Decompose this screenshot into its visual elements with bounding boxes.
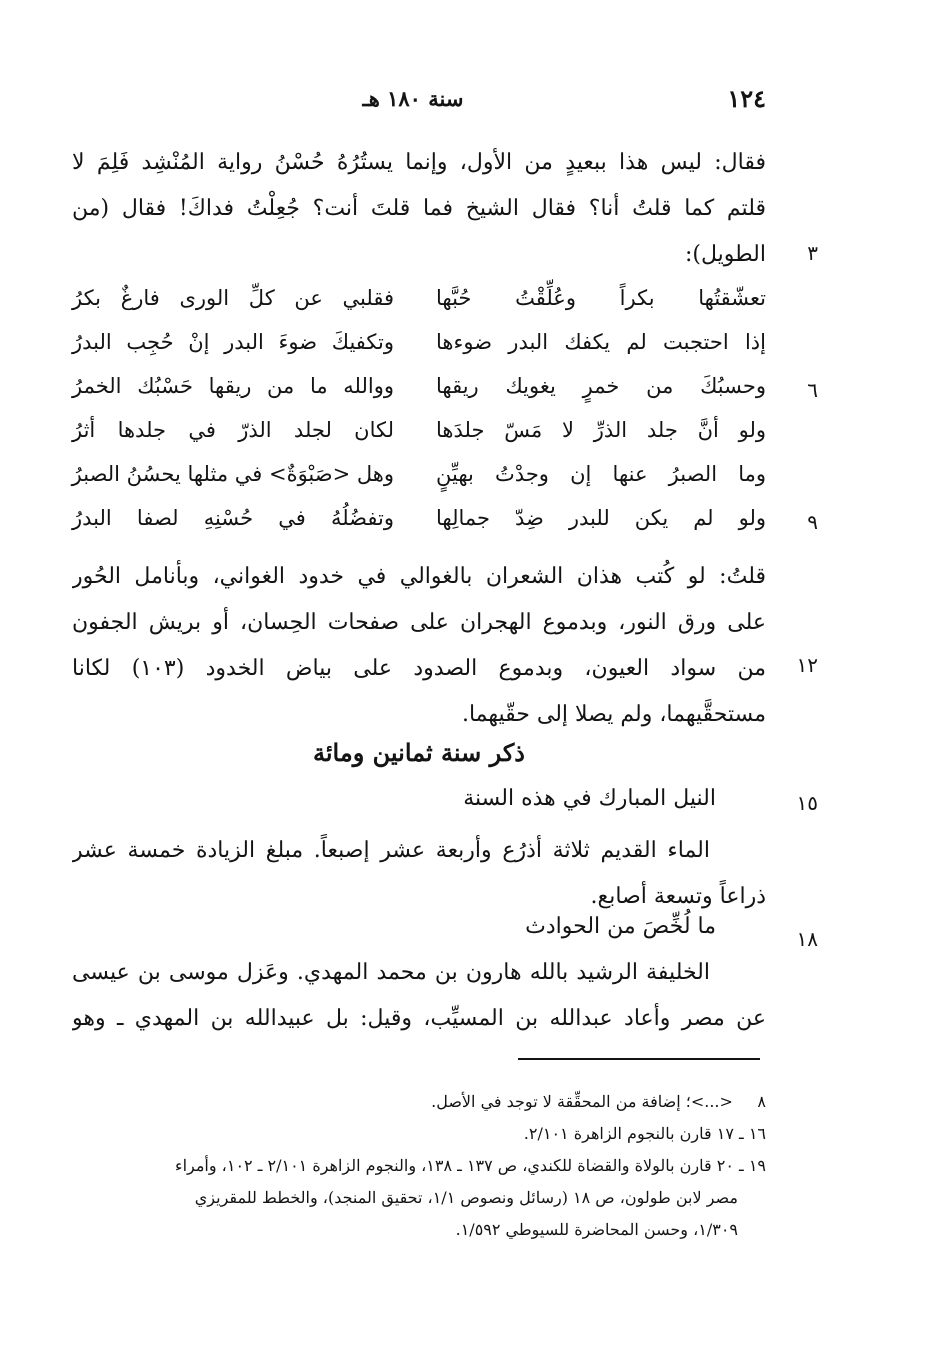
verse (72, 330, 766, 372)
page-number: ١٢٤ (727, 84, 766, 113)
verse (72, 286, 766, 328)
verse-second-hemistich: وتكفيكَ ضوءَ البدر إنْ حُجِب البدرُ (72, 330, 394, 354)
footnote-text: قارن بالولاة والقضاة للكندي، ص ١٣٧ ـ ١٣٨، والنجوم الزاهرة ٢/١٠١ ـ ١٠٢، وأمراء (175, 1156, 712, 1175)
margin-line-number: ١٥ (796, 791, 818, 815)
margin-line-number: ١٨ (796, 927, 818, 951)
page-header (60, 84, 766, 120)
margin-line-number: ٦ (807, 378, 818, 402)
verse-first-hemistich: وحسبُكَ من خمرٍ يغويك ريقها (436, 374, 766, 398)
paragraph-nile (72, 828, 766, 920)
verse-first-hemistich: إذا احتجبت لم يكفك البدر ضوءها (436, 330, 766, 354)
footnote-number: ٨ (757, 1092, 766, 1111)
paragraph-line: على ورق النور، وبدموع الهجران على صفحات الحِسان، أو بريش الجفون (72, 610, 766, 635)
footnote-text: قارن بالنجوم الزاهرة ٢/١٠١. (523, 1124, 712, 1143)
footnote (72, 1086, 766, 1118)
margin-line-number: ٩ (807, 510, 818, 534)
paragraph-line: فقال: ليس هذا ببعيدٍ من الأول، وإنما يستُرُهُ حُسْنُ رواية المُنْشِد فَلِمَ لا (72, 150, 766, 175)
footnote-number: ١٩ ـ ٢٠ (716, 1156, 766, 1175)
paragraph-comment (72, 554, 766, 738)
paragraph-line: الخليفة الرشيد بالله هارون بن محمد المهدي. وعَزل موسى بن عيسى (72, 960, 710, 985)
section-title: ذكر سنة ثمانين ومائة (312, 738, 525, 767)
verse (72, 374, 766, 416)
paragraph-line: عن مصر وأعاد عبدالله بن المسيِّب، وقيل: بل عبيدالله بن المهدي ـ وهو (72, 1006, 766, 1031)
verse-first-hemistich: ولو أنَّ جلد الذرِّ لا مَسّ جلدَها (436, 418, 766, 442)
verse (72, 506, 766, 548)
footnote-text: <...>؛ إضافة من المحقِّقة لا توجد في الأصل. (431, 1092, 733, 1111)
footnote-separator (518, 1058, 760, 1060)
verse-second-hemistich: لكان لجلد الذرّ في جلدها أثرُ (72, 418, 394, 442)
verse-second-hemistich: فقلبي عن كلِّ الورى فارغٌ بكرُ (72, 286, 394, 310)
paragraph-line: قلتُ: لو كُتب هذان الشعران بالغوالي في خدود الغواني، وبأنامل الحُور (72, 564, 766, 589)
paragraph-line: الماء القديم ثلاثة أذرُع وأربعة عشر إصبعاً. مبلغ الزيادة خمسة عشر (72, 838, 710, 863)
paragraph-line: ذراعاً وتسعة أصابع. (590, 884, 766, 909)
margin-line-number: ٣ (807, 241, 818, 265)
verse-first-hemistich: ولو لم يكن للبدر ضِدّ جمالِها (436, 506, 766, 530)
footnote (72, 1150, 766, 1182)
paragraph-line: مستحقَّيهما، ولم يصلا إلى حقّيهما. (461, 702, 766, 727)
footnote-number: ١٦ ـ ١٧ (716, 1124, 766, 1143)
footnote (72, 1118, 766, 1150)
margin-line-number: ١٢ (796, 653, 818, 677)
verse (72, 418, 766, 460)
footnotes (72, 1086, 766, 1246)
paragraph-line: قلتم كما قلتُ أنا؟ فقال الشيخ فما قلتَ أنت؟ جُعِلْتُ فداكَ! فقال (من (72, 196, 766, 221)
paragraph-line: الطويل): (684, 242, 766, 267)
paragraph-events (72, 950, 766, 1042)
subheading-events: ما لُخِّصَ من الحوادث (525, 914, 716, 939)
running-title: سنة ١٨٠ هـ (362, 86, 464, 111)
verse-second-hemistich: وهل <صَبْوَةٌ> في مثلها يحسُنُ الصبرُ (71, 462, 394, 486)
paragraph-line: من سواد العيون، وبدموع الصدود على بياض الخدود (١٠٣) لكانا (72, 656, 766, 681)
footnote-continuation: مصر لابن طولون، ص ١٨ (رسائل ونصوص ١/١، تحقيق المنجد)، والخطط للمقريزي (194, 1188, 738, 1207)
subheading-nile: النيل المبارك في هذه السنة (463, 786, 716, 811)
footnote-continuation: ١/٣٠٩، وحسن المحاضرة للسيوطي ١/٥٩٢. (455, 1220, 738, 1239)
verse-first-hemistich: وما الصبرُ عنها إن وجدْتُ بهيِّنٍ (436, 462, 766, 486)
verse-second-hemistich: ووالله ما من ريقها حَسْبُك الخمرُ (72, 374, 394, 398)
verse-second-hemistich: وتفضُلُهُ في حُسْنِهِ لصفا البدرُ (72, 506, 394, 530)
verse (72, 462, 766, 504)
paragraph-intro (72, 140, 766, 278)
verse-first-hemistich: تعشّقتُها بكراً وعُلِّقْتُ حُبَّها (436, 286, 766, 310)
